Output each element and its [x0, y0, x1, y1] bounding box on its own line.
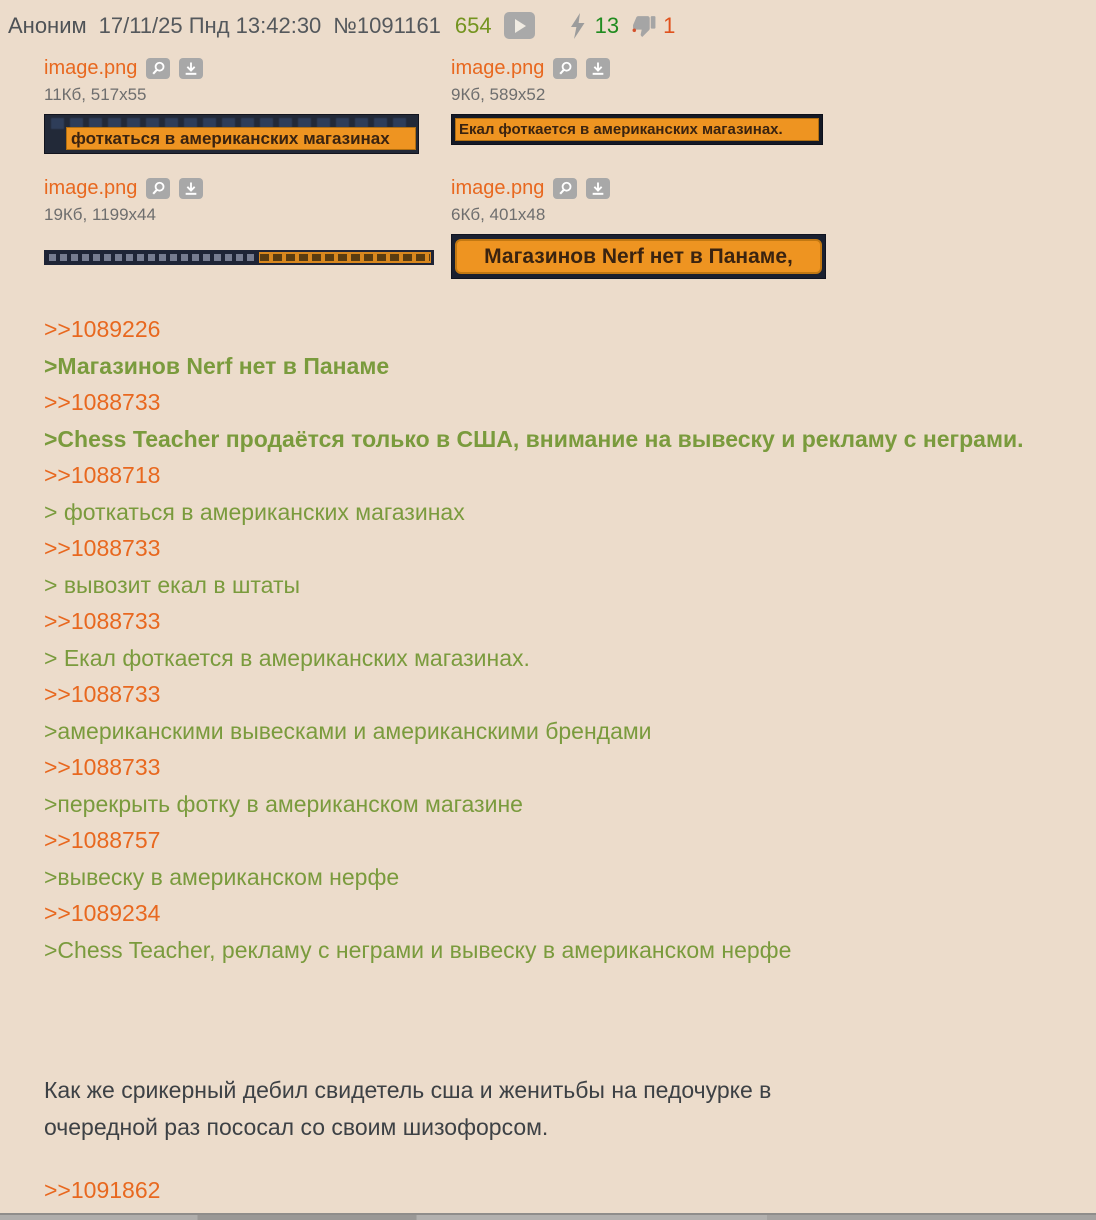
thumbs-down-icon[interactable]	[631, 13, 658, 38]
image-thumbnail[interactable]	[451, 234, 826, 279]
file-attachment	[451, 56, 826, 154]
post-number[interactable]: №1091161	[333, 12, 441, 38]
quote-text: > Екал фоткается в американских магазинах.	[44, 644, 530, 671]
quote-text: > вывозит екал в штаты	[44, 571, 301, 598]
file-name-link[interactable]: image.png	[44, 56, 138, 79]
reply-link[interactable]: >>1091862	[44, 1177, 161, 1203]
thumbnail-noise-text	[49, 254, 256, 261]
file-meta: 19Кб, 1199x44	[44, 205, 156, 224]
thumbnail-noise-highlight	[259, 252, 431, 263]
thumbnail-caption: фоткаться в американских магазинах	[66, 127, 416, 150]
image-thumbnail[interactable]	[44, 114, 419, 154]
download-icon[interactable]	[586, 58, 610, 79]
dislikes-count: 1	[663, 12, 676, 38]
comment-paragraph	[44, 1072, 1074, 1145]
post-header	[8, 12, 1096, 39]
next-post-divider	[0, 1213, 1096, 1220]
quote-text: >американскими вывесками и американскими брендами	[44, 717, 652, 744]
comment-line: Как же срикерный дебил свидетель сша и женитьбы на педочурке в	[44, 1077, 772, 1103]
file-name-link[interactable]: image.png	[451, 176, 545, 199]
magnifier-icon[interactable]	[553, 178, 577, 199]
reply-link[interactable]: >>1089226	[44, 316, 161, 342]
expand-thread-button[interactable]	[504, 12, 535, 39]
thumbnail-caption: Екал фоткается в американских магазинах.	[455, 118, 819, 141]
image-thumbnail[interactable]	[451, 114, 823, 145]
post-author: Аноним	[8, 12, 87, 38]
quote-text: >вывеску в американском нерфе	[44, 863, 400, 890]
attachments	[44, 56, 1096, 279]
download-icon[interactable]	[586, 178, 610, 199]
file-meta: 11Кб, 517x55	[44, 85, 147, 104]
reply-link[interactable]: >>1088733	[44, 681, 161, 707]
image-thumbnail[interactable]	[44, 250, 434, 265]
lightning-icon[interactable]	[569, 13, 586, 39]
replies-count[interactable]: 654	[454, 12, 492, 38]
quote-text: >Chess Teacher, рекламу с неграми и вывеску в американском нерфе	[44, 936, 792, 963]
file-meta: 6Кб, 401x48	[451, 205, 546, 224]
file-meta: 9Кб, 589x52	[451, 85, 546, 104]
post-body	[44, 311, 1074, 968]
reply-link[interactable]: >>1088733	[44, 754, 161, 780]
reply-link[interactable]: >>1089234	[44, 900, 161, 926]
reply-link[interactable]: >>1088718	[44, 462, 161, 488]
reply-link[interactable]: >>1088733	[44, 608, 161, 634]
download-icon[interactable]	[179, 58, 203, 79]
quote-text: >Chess Teacher продаётся только в США, внимание на вывеску и рекламу с неграми.	[44, 425, 1024, 452]
quote-text: >Магазинов Nerf нет в Панаме	[44, 352, 390, 379]
quote-text: >перекрыть фотку в американском магазине	[44, 790, 523, 817]
magnifier-icon[interactable]	[146, 58, 170, 79]
file-attachment	[451, 176, 826, 279]
file-attachment	[44, 176, 451, 279]
reply-link[interactable]: >>1088733	[44, 535, 161, 561]
download-icon[interactable]	[179, 178, 203, 199]
play-icon	[515, 19, 526, 33]
reply-link[interactable]: >>1088757	[44, 827, 161, 853]
likes-count: 13	[594, 12, 620, 38]
file-name-link[interactable]: image.png	[451, 56, 545, 79]
comment-line: очередной раз пососал со своим шизофорсом.	[44, 1113, 549, 1140]
reply-link[interactable]: >>1088733	[44, 389, 161, 415]
quote-text: > фоткаться в американских магазинах	[44, 498, 465, 525]
magnifier-icon[interactable]	[146, 178, 170, 199]
post-datetime: 17/11/25 Пнд 13:42:30	[98, 12, 322, 38]
thumbnail-caption: Магазинов Nerf нет в Панаме,	[455, 239, 822, 274]
file-attachment	[44, 56, 451, 154]
file-name-link[interactable]: image.png	[44, 176, 138, 199]
magnifier-icon[interactable]	[553, 58, 577, 79]
